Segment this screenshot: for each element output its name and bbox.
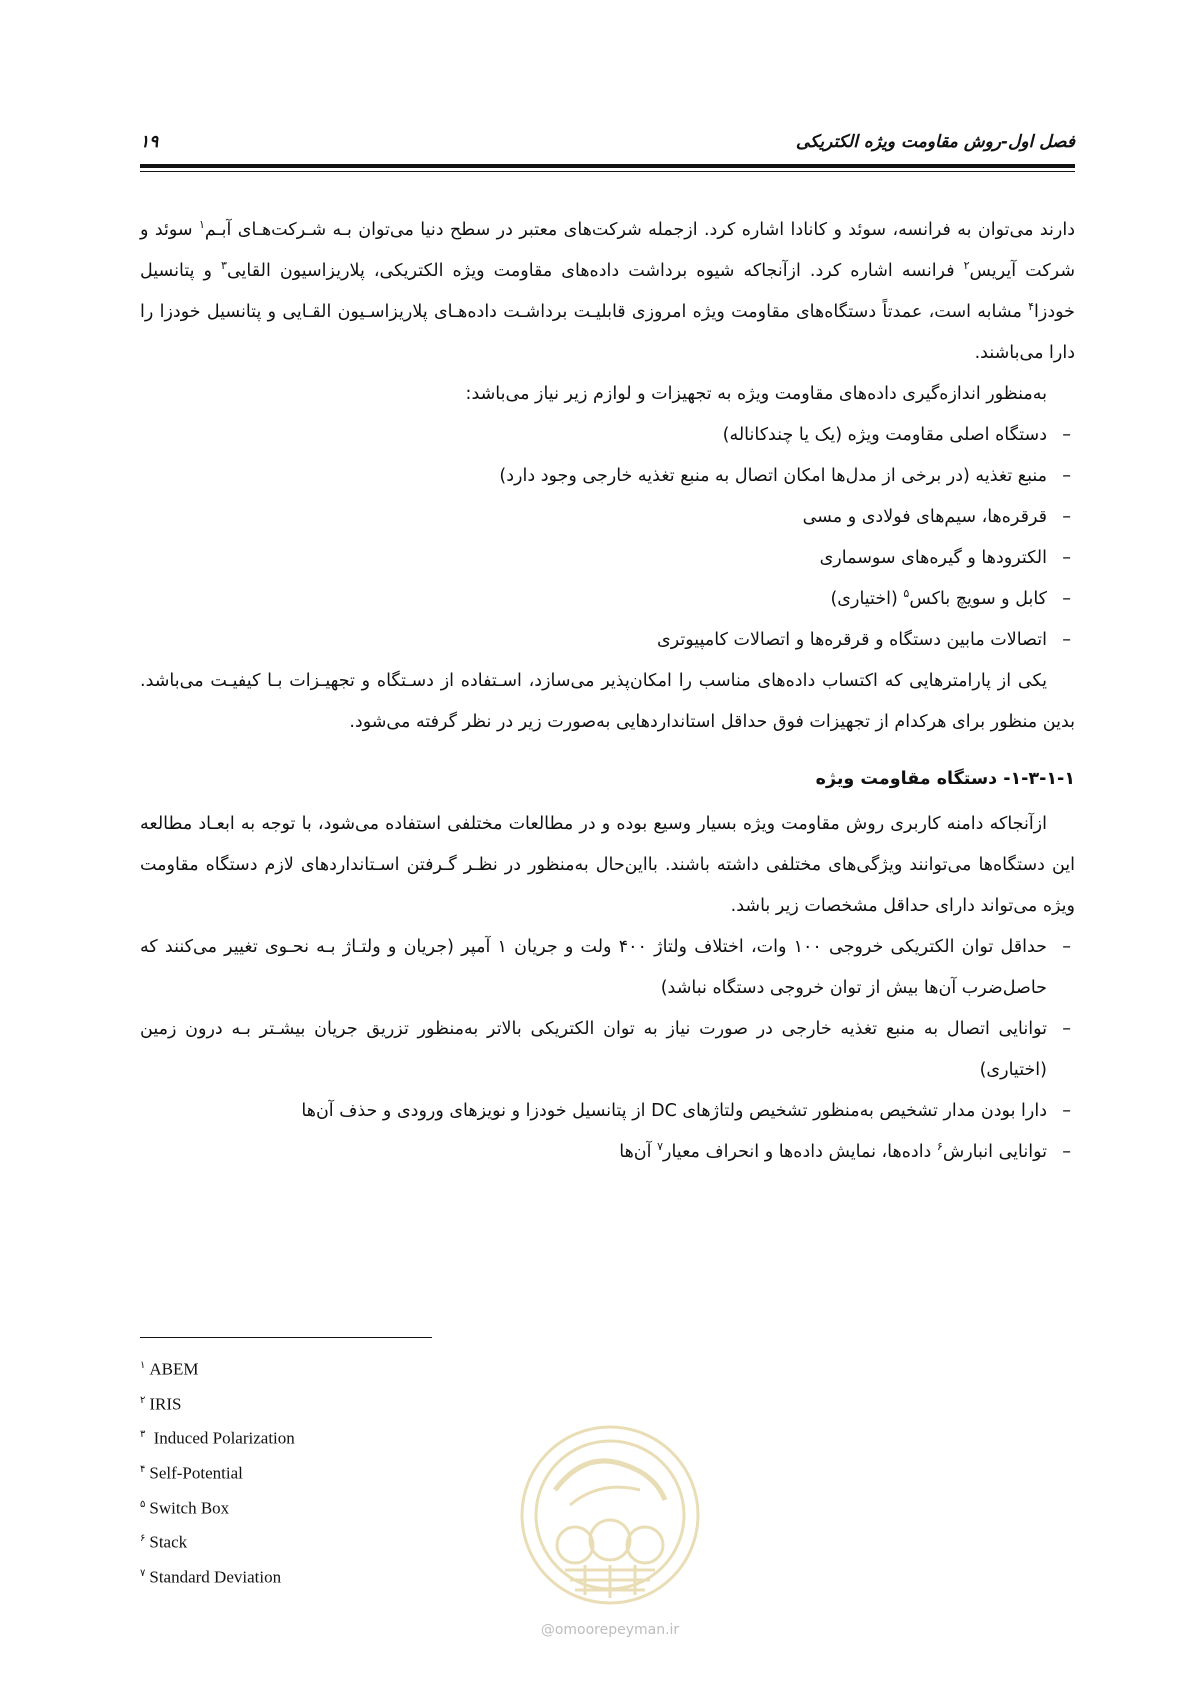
list-item: – منبع تغذیه (در برخی از مدل‌ها امکان اتصال به منبع تغذیه خارجی وجود دارد): [140, 456, 1075, 497]
paragraph-1: دارند می‌توان به فرانسه، سوئد و کانادا اشاره کرد. ازجمله شرکت‌های معتبر در سطح دنیا می‌توان بـه شـرکت‌هـای آبـم$^۱$ سوئد و شرکت آیریس$^۲$ فرانسه اشاره کرد. ازآنجاکه شیوه برداشت داده‌های مقاومت ویژه الکتریکی، پلاریزاسیون القایی$^۳$ و پتانسیل خودزا$^۴$ مشابه است، عمدتاً دستگاه‌های مقاومت ویژه امروزی قابلیـت برداشـت داده‌هـای پلاریزاسـیون القـایی و پتانسیل خودزا را دارا می‌باشند.: [140, 218, 1075, 363]
watermark-url: @omoorepeyman.ir: [540, 1622, 680, 1638]
list-item: – حداقل توان الکتریکی خروجی ۱۰۰ وات، اختلاف ولتاژ ۴۰۰ ولت و جریان ۱ آمپر (جریان و ولتـاژ بـه نحـوی تغییر می‌کنند که حاصل‌ضرب آن‌ها بیش از توان خروجی دستگاه نباشد): [140, 927, 1075, 1009]
footnote-ref-6: ۶: [936, 1140, 943, 1154]
list-item: – دستگاه اصلی مقاومت ویژه (یک یا چندکاناله): [140, 415, 1075, 456]
paragraph-3: یکی از پارامترهایی که اکتساب داده‌های مناسب را امکان‌پذیر می‌سازد، اسـتفاده از دسـتگاه و تجهیـزات بـا کیفیـت می‌باشد. بدین منظور برای هرکدام از تجهیزات فوق حداقل استانداردهایی به‌صورت زیر در نظر گرفته می‌شود.: [140, 671, 1075, 732]
page-number: ۱۹: [140, 132, 159, 152]
dash-marker: –: [1062, 425, 1071, 445]
list-item: – توانایی اتصال به منبع تغذیه خارجی در صورت نیاز به توان الکتریکی بالاتر به‌منظور تزریق جریان بیشـتر بـه درون زمین (اختیاری): [140, 1009, 1075, 1091]
dash-marker: –: [1062, 937, 1071, 957]
dash-marker: –: [1062, 548, 1071, 568]
list-item: – اتصالات مابین دستگاه و قرقره‌ها و اتصالات کامپیوتری: [140, 620, 1075, 661]
chapter-title: فصل اول-روش مقاومت ویژه الکتریکی: [795, 132, 1075, 152]
dash-marker: –: [1062, 589, 1071, 609]
dash-marker: –: [1062, 1101, 1071, 1121]
footnote: $^۴$ Self-Potential: [140, 1463, 243, 1483]
footnote-ref-2: ۲: [963, 259, 970, 273]
footnote: $^۶$ Stack: [140, 1532, 188, 1552]
body-text: [140, 210, 1075, 1173]
paragraph-2: به‌منظور اندازه‌گیری داده‌های مقاومت ویژه به تجهیزات و لوازم زیر نیاز می‌باشد:: [465, 384, 1047, 404]
specifications-list: [140, 927, 1075, 1173]
footnote-ref-7: ۷: [657, 1140, 664, 1154]
footnote: $^۱$ ABEM: [140, 1359, 199, 1379]
footnote-ref-1: ۱: [198, 218, 205, 232]
dash-marker: –: [1062, 630, 1071, 650]
list-item: – دارا بودن مدار تشخیص به‌منظور تشخیص ولتاژهای DC از پتانسیل خودزا و نویزهای ورودی و حذف آن‌ها: [140, 1091, 1075, 1132]
dash-marker: –: [1062, 1142, 1071, 1162]
list-item: – قرقره‌ها، سیم‌های فولادی و مسی: [140, 497, 1075, 538]
footnote-ref-5: ۵: [903, 587, 910, 601]
footnote: $^۷$ Standard Deviation: [140, 1567, 282, 1587]
footnote: $^۳$ Induced Polarization: [140, 1428, 295, 1448]
list-item: – الکترودها و گیره‌های سوسماری: [140, 538, 1075, 579]
header-rule-thick: [140, 164, 1075, 168]
header-rule-thin: [140, 171, 1075, 172]
dash-marker: –: [1062, 507, 1071, 527]
dash-marker: –: [1062, 1019, 1071, 1039]
footnote-ref-3: ۳: [221, 259, 227, 273]
list-item: – توانایی انبارش$^۶$ داده‌ها، نمایش داده‌ها و انحراف معیار$^۷$ آن‌ها: [140, 1132, 1075, 1173]
footnote: $^۵$ Switch Box: [140, 1498, 230, 1518]
watermark-logo-icon: [515, 1420, 705, 1610]
list-item: – کابل و سویچ باکس$^۵$ (اختیاری): [140, 579, 1075, 620]
page-header: [140, 126, 1075, 166]
paragraph-4: ازآنجاکه دامنه کاربری روش مقاومت ویژه بسیار وسیع بوده و در مطالعات مختلفی استفاده می‌شود، با توجه به ابعـاد مطالعه این دستگاه‌ها می‌توانند ویژگی‌های مختلفی داشته باشند. بااین‌حال به‌منظور در نظـر گـرفتن اسـتانداردهای لازم دستگاه مقاومت ویژه می‌تواند دارای حداقل مشخصات زیر باشد.: [140, 814, 1075, 916]
footnote: $^۲$ IRIS: [140, 1394, 182, 1414]
equipment-list: [140, 415, 1075, 661]
section-heading: ۱-۳-۱-۱- دستگاه مقاومت ویژه: [815, 769, 1075, 789]
dash-marker: –: [1062, 466, 1071, 486]
footnote-separator: [140, 1337, 432, 1338]
footnote-ref-4: ۴: [1028, 300, 1035, 314]
